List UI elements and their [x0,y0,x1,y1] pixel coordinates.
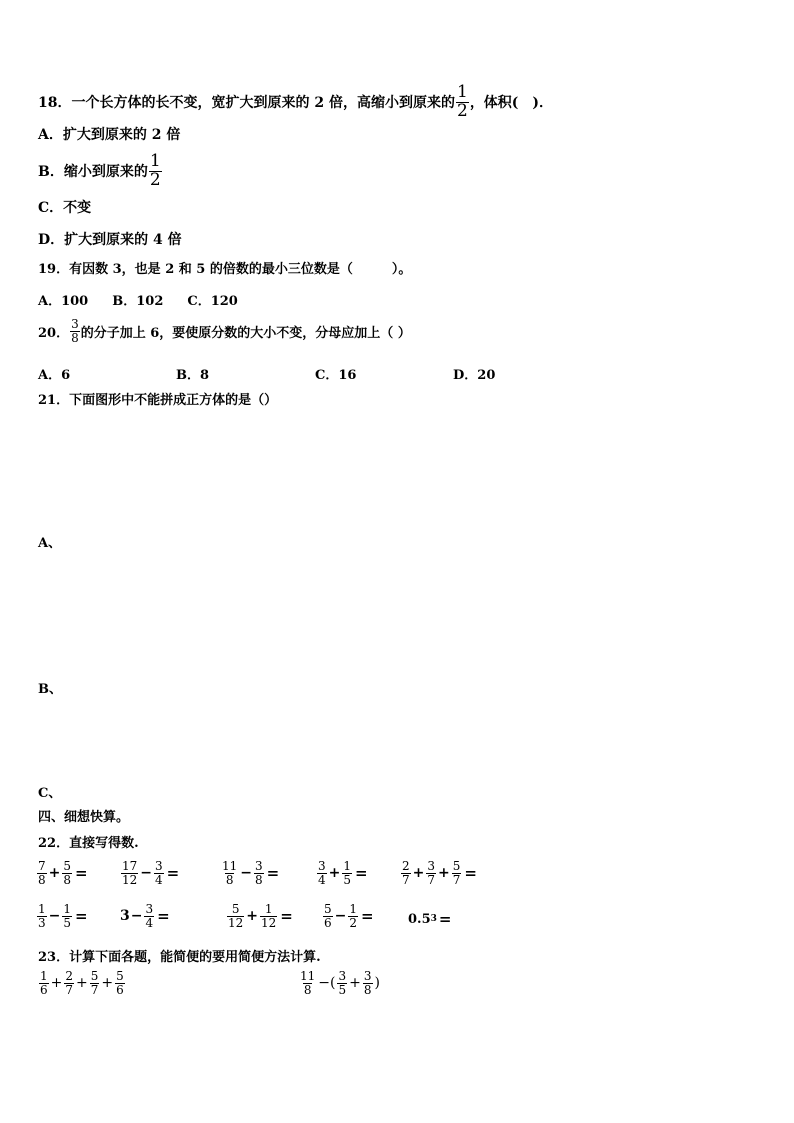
q22-row2-item5: 0.5 3 = [408,910,452,928]
q19-option-b: B．102 [112,294,164,309]
q18-option-b: B．缩小到原来的 $\frac{1}{2}$ [38,151,161,190]
q22-row2-item3: $\frac{5}{12}$ + $\frac{1}{12}$ = [228,902,293,930]
q20-option-c: C．16 [315,368,357,383]
question-22: 22．直接写得数. [38,836,139,851]
q18-text-a: 18．一个长方体的长不变，宽扩大到原来的 2 倍，高缩小到原来的 [38,95,455,112]
question-19: 19．有因数 3，也是 2 和 5 的倍数的最小三位数是（ ）。 [38,262,412,277]
q22-row1-item4: $\frac{3}{4}$ + $\frac{1}{5}$ = [318,859,368,887]
q20-fraction: $\frac{3}{8}$ [71,317,79,345]
section-4-title: 四、细想快算。 [38,810,130,825]
q22-row2-item4: $\frac{5}{6}$ − $\frac{1}{2}$ = [324,902,374,930]
q23-expression-2: $\frac{11}{8}$ −( $\frac{3}{5}$ + $\frac{3}{8}$ ) [300,969,380,997]
q21-label-a: A、 [38,536,62,551]
q18-option-b-fraction: $\frac{1}{2}$ [149,151,161,190]
q18-option-a: A．扩大到原来的 2 倍 [38,127,181,143]
q18-option-c: C．不变 [38,200,92,216]
question-23: 23．计算下面各题，能简便的要用简便方法计算. [38,950,321,965]
q20-option-a: A．6 [38,368,71,383]
q19-options [38,290,238,309]
q20-option-b: B．8 [176,368,210,383]
q18-text-b: ，体积( )． [469,95,554,112]
q18-option-d: D．扩大到原来的 4 倍 [38,232,182,248]
q18-fraction: $\frac{1}{2}$ [456,82,468,121]
q20-option-d: D．20 [453,368,496,383]
q19-option-a: A．100 [38,294,89,309]
q22-row1-item2: $\frac{17}{12}$ − $\frac{3}{4}$ = [122,859,180,887]
q22-row2-item2: 3 − $\frac{3}{4}$ = [120,902,170,930]
question-21: 21．下面图形中不能拼成正方体的是（） [38,393,278,408]
q23-expression-1: $\frac{1}{6}$ + $\frac{2}{7}$ + $\frac{5}{7}$ + $\frac{5}{6}$ [40,969,124,997]
q21-label-b: B、 [38,682,62,697]
q22-row1-item5: $\frac{2}{7}$ + $\frac{3}{7}$ + $\frac{5}{7}$ = [402,859,477,887]
q22-row2-item1: $\frac{1}{3}$ − $\frac{1}{5}$ = [38,902,88,930]
q22-row1-item3: $\frac{11}{8}$ − $\frac{3}{8}$ = [222,859,280,887]
question-18 [38,84,553,121]
q21-label-c: C、 [38,786,62,801]
q19-option-c: C．120 [187,294,238,309]
question-20: 20． $\frac{3}{8}$ 的分子加上 6，要使原分数的大小不变，分母应加上（ ） [38,317,411,345]
q22-row1-item1: $\frac{7}{8}$ + $\frac{5}{8}$ = [38,859,88,887]
